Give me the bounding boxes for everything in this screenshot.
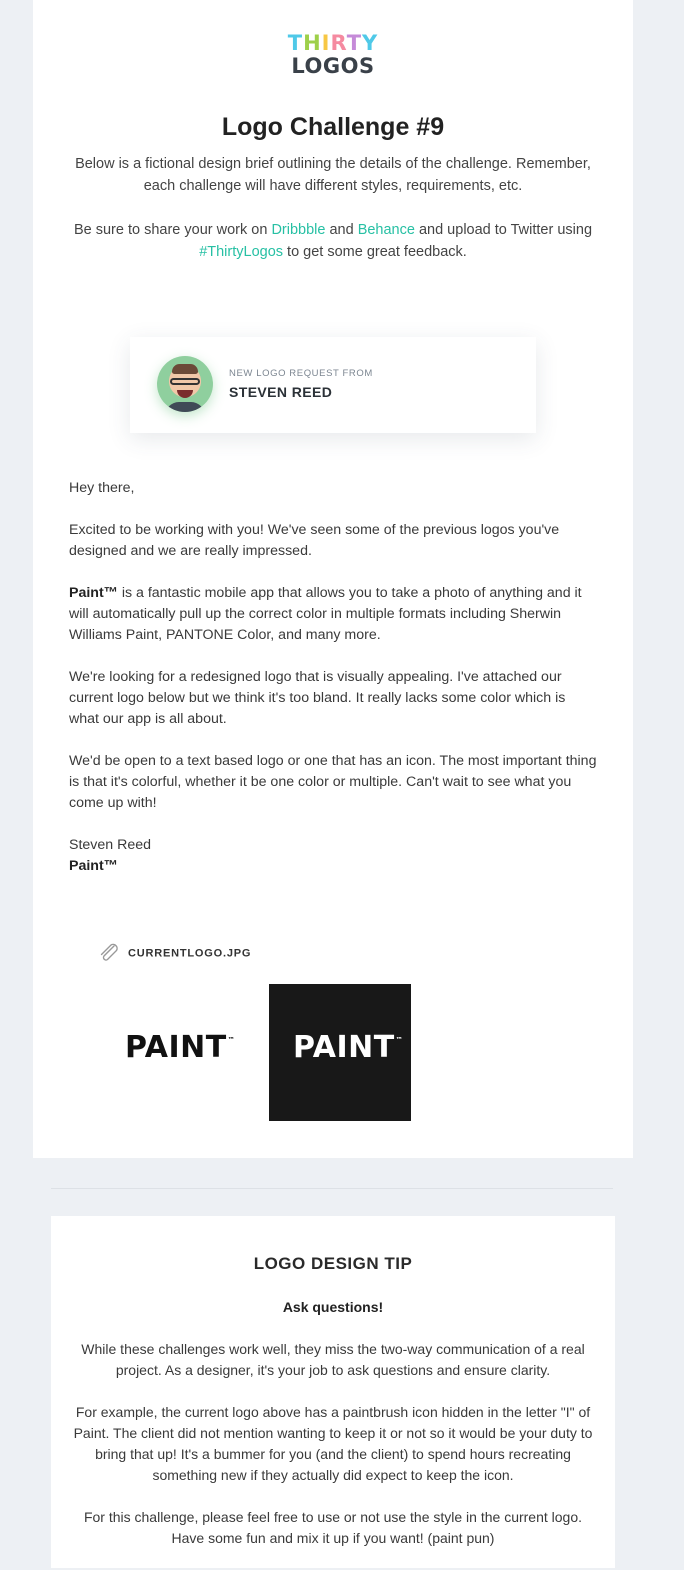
share-suffix: to get some great feedback. [283, 244, 467, 260]
tip-title: LOGO DESIGN TIP [253, 1254, 413, 1273]
tip-paragraph: For example, the current logo above has a paintbrush icon hidden in the letter "I" of Paint. The client did not mention wanting to keep it or not so it would be your duty to bring that up! It's a bummer for you (and the client) to spend hours recreating something new if they actually did expect to keep the icon. [73, 1404, 593, 1483]
share-prefix: Be sure to share your work on [73, 222, 272, 238]
thirty-logos-logo[interactable] [33, 32, 633, 78]
letter-paragraph: Excited to be working with you! We've seen some of the previous logos you've designed and we are really impressed. [69, 522, 560, 559]
page-title: Logo Challenge #9 [221, 113, 445, 141]
tip-paragraph: While these challenges work well, they miss the two-way communication of a real project. As a designer, it's your job to ask questions and ensure clarity. [81, 1341, 585, 1378]
letter-paragraph: We're looking for a redesigned logo that is visually appealing. I've attached our current logo below but we think it's too bland. It really lacks some color which is what our app is all about. [69, 669, 566, 727]
share-and: and [325, 222, 358, 238]
avatar-hair [172, 364, 198, 374]
paint-logo-light [125, 1030, 235, 1065]
logo-letter: H [303, 31, 322, 55]
dribbble-link[interactable]: Dribbble [271, 222, 326, 238]
letter-body [69, 478, 599, 877]
request-card [130, 337, 536, 433]
paint-logo-text: PAINT [125, 1030, 227, 1065]
letter-paragraph-text: is a fantastic mobile app that allows you to take a photo of anything and it will automatically pull up the correct color in multiple formats including Sherwin Williams Paint, PANTONE Color, and many more. [69, 585, 582, 643]
intro-paragraph: Below is a fictional design brief outlining the details of the challenge. Remember, each challenge will have different styles, requirements, etc. [75, 156, 591, 194]
brand-name: Paint™ [69, 585, 118, 601]
hashtag-link[interactable]: #ThirtyLogos [199, 244, 284, 260]
letter-paragraph: We'd be open to a text based logo or one that has an icon. The most important thing is that it's colorful, whether it be one color or multiple. Can't wait to see what you come up with! [69, 753, 597, 811]
logo-letter: I [321, 31, 331, 55]
avatar [157, 356, 213, 412]
logo-letter: T [346, 31, 363, 55]
paint-logo-text: PAINT [293, 1030, 395, 1065]
tip-subtitle: Ask questions! [282, 1299, 384, 1315]
paint-logo-dark-inner [293, 1030, 403, 1065]
avatar-mouth [177, 390, 193, 398]
requester-name: STEVEN REED [229, 384, 333, 400]
paint-logo-tm: ™ [395, 1036, 404, 1044]
paint-logo-dark [269, 984, 411, 1121]
behance-link[interactable]: Behance [357, 222, 415, 238]
tip-body [71, 1297, 595, 1570]
paint-logo-tm: ™ [227, 1036, 236, 1044]
logo-line-logos: LOGOS [291, 54, 375, 78]
logo-letter: Y [362, 31, 379, 55]
letter-greeting: Hey there, [69, 480, 135, 496]
tip-paragraph: For this challenge, please feel free to use or not use the style in the current logo. Have some fun and mix it up if you want! (paint pun) [83, 1509, 583, 1546]
share-paragraph [73, 219, 593, 263]
share-mid: and upload to Twitter using [414, 222, 593, 238]
avatar-glasses [170, 378, 200, 385]
logo-letter: T [287, 31, 304, 55]
logo-line-thirty [33, 32, 633, 55]
attachment-link[interactable] [98, 943, 251, 964]
intro-text [73, 153, 593, 285]
attachment-filename: CURRENTLOGO.JPG [128, 947, 252, 960]
avatar-shirt [165, 402, 205, 412]
request-label: NEW LOGO REQUEST FROM [229, 368, 373, 379]
signature-company: Paint™ [69, 858, 118, 874]
paperclip-icon [98, 943, 120, 964]
letter-paragraph [69, 583, 599, 646]
section-divider [51, 1188, 613, 1189]
logo-letter: R [330, 31, 347, 55]
signature-name: Steven Reed [69, 837, 152, 853]
email-card [33, 0, 633, 1158]
